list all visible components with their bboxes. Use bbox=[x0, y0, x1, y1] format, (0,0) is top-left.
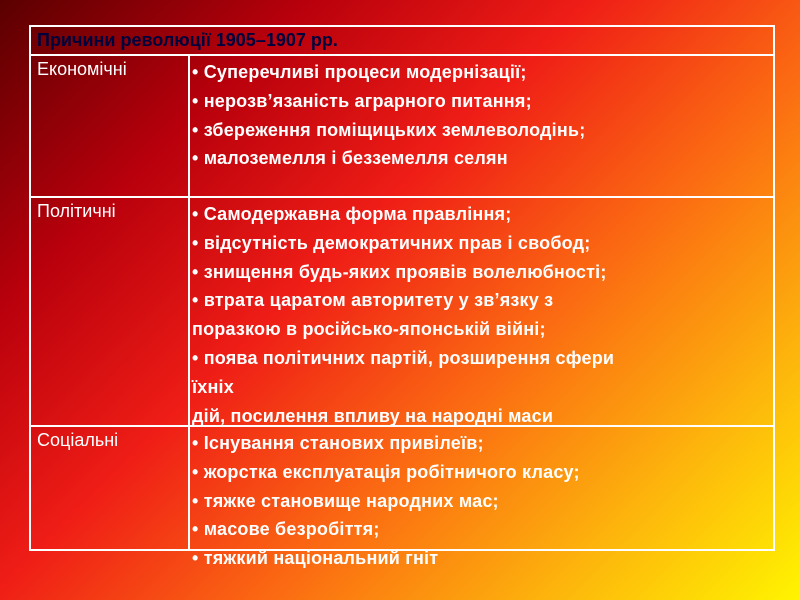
list-item: поразкою в російсько-японській війні; bbox=[192, 319, 546, 340]
economic-causes-list bbox=[192, 58, 772, 173]
category-label-social: Соціальні bbox=[37, 430, 119, 450]
list-item: • збереження поміщицьких землеволодінь; bbox=[192, 119, 586, 140]
list-item: • масове безробіття; bbox=[192, 519, 380, 540]
table-header-row bbox=[31, 27, 773, 56]
list-item: • Існування станових привілеїв; bbox=[192, 433, 484, 453]
list-item: • нерозв’язаність аграрного питання; bbox=[192, 90, 532, 111]
political-causes-list bbox=[192, 200, 772, 430]
list-item: • жорстка експлуатація робітничого класу; bbox=[192, 461, 580, 482]
list-item: • поява політичних партій, розширення сфери bbox=[192, 347, 615, 368]
list-item: • втрата царатом авторитету у зв’язку з bbox=[192, 290, 554, 311]
list-item: • малоземелля і безземелля селян bbox=[192, 148, 508, 169]
table-row-social bbox=[31, 427, 773, 569]
social-causes-list bbox=[192, 429, 772, 573]
list-item: • Самодержавна форма правління; bbox=[192, 204, 512, 224]
category-label-political: Політичні bbox=[37, 201, 116, 221]
list-item: • тяжке становище народних мас; bbox=[192, 490, 499, 511]
category-label-economic: Економічні bbox=[37, 59, 127, 79]
column-divider bbox=[188, 56, 190, 549]
table-row-political bbox=[31, 198, 773, 427]
list-item: • відсутність демократичних прав і свобод; bbox=[192, 232, 591, 253]
list-item: • Суперечливі процеси модернізації; bbox=[192, 62, 527, 82]
list-item: дій, посилення впливу на народні маси bbox=[192, 405, 554, 426]
causes-table bbox=[29, 25, 775, 569]
table-title: Причини революції 1905–1907 рр. bbox=[37, 30, 338, 50]
list-item: їхніх bbox=[192, 376, 234, 397]
list-item: • знищення будь-яких проявів волелюбності; bbox=[192, 261, 607, 282]
list-item: • тяжкий національний гніт bbox=[192, 548, 439, 569]
table-row-economic bbox=[31, 56, 773, 198]
